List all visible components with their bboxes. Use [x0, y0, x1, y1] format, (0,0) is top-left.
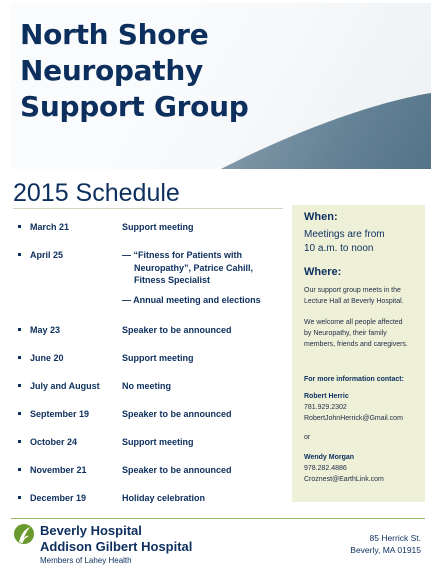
event-line: Speaker to be announced [122, 465, 232, 475]
welcome-line-2: by Neuropathy, their family [304, 330, 387, 337]
where-heading: Where: [304, 266, 342, 278]
event-description [122, 492, 292, 505]
welcome-line-3: members, friends and caregivers. [304, 341, 408, 348]
title-line-2: Neuropathy [20, 54, 203, 87]
bullet-icon [18, 468, 21, 471]
address-street: 85 Herrick St. [369, 533, 421, 543]
schedule-divider [13, 208, 283, 209]
event-line: Support meeting [122, 353, 194, 363]
where-line-1: Our support group meets in the [304, 287, 401, 294]
event-date: April 25 [30, 250, 64, 260]
contact-1-name: Robert Herric [304, 393, 349, 400]
contact-1-email: RobertJohnHerrick@Gmail.com [304, 415, 403, 422]
where-line-2: Lecture Hall at Beverly Hospital. [304, 298, 404, 305]
event-line: Speaker to be announced [122, 325, 232, 335]
event-line: Support meeting [122, 222, 194, 232]
contact-2-phone: 978.282.4886 [304, 465, 347, 472]
event-line: Fitness Specialist [134, 275, 211, 285]
contact-2-email: Croznest@EarthLink.com [304, 476, 384, 483]
event-date: May 23 [30, 325, 61, 335]
contact-heading: For more information contact: [304, 376, 404, 383]
event-description [122, 464, 292, 477]
bullet-icon [18, 440, 21, 443]
bullet-icon [18, 328, 21, 331]
event-date: July and August [30, 381, 100, 391]
bullet-icon [18, 412, 21, 415]
event-date: June 20 [30, 353, 64, 363]
bullet-icon [18, 225, 21, 228]
contact-2-name: Wendy Morgan [304, 454, 355, 461]
bullet-icon [18, 496, 21, 499]
info-sidebar [292, 205, 425, 502]
contact-1-phone: 781.929.2302 [304, 404, 347, 411]
welcome-line-1: We welcome all people affected [304, 319, 403, 326]
event-line: — Annual meeting and elections [122, 294, 261, 305]
event-date: November 21 [30, 465, 87, 475]
when-line-2: 10 a.m. to noon [304, 243, 374, 254]
address-city: Beverly, MA 01915 [350, 545, 421, 555]
event-line: Support meeting [122, 437, 194, 447]
hospital-leaf-logo-icon [13, 522, 35, 550]
event-date: March 21 [30, 222, 70, 232]
page-title [20, 17, 248, 125]
event-line: Speaker to be announced [122, 409, 232, 419]
event-date: December 19 [30, 493, 87, 503]
event-description [122, 221, 292, 234]
member-line: Members of Lahey Health [40, 556, 132, 565]
event-line: Holiday celebration [122, 493, 206, 503]
footer-divider [11, 518, 425, 519]
event-date: September 19 [30, 409, 90, 419]
hospital-name-1: Beverly Hospital [40, 523, 142, 538]
header-banner [11, 3, 431, 169]
hospital-name-2: Addison Gilbert Hospital [40, 539, 193, 554]
event-description [122, 352, 292, 365]
bullet-icon [18, 356, 21, 359]
event-line: — “Fitness for Patients with [122, 250, 243, 260]
event-description [122, 249, 292, 306]
title-line-3: Support Group [20, 90, 249, 123]
event-date: October 24 [30, 437, 78, 447]
event-description [122, 436, 292, 449]
schedule-heading: 2015 Schedule [13, 179, 180, 207]
bullet-icon [18, 253, 21, 256]
event-line: Neuropathy”, Patrice Cahill, [134, 262, 254, 273]
event-description [122, 408, 292, 421]
when-line-1: Meetings are from [304, 229, 385, 240]
event-line: No meeting [122, 381, 172, 391]
when-heading: When: [304, 211, 338, 223]
event-description [122, 380, 292, 393]
or-text: or [304, 434, 311, 441]
title-line-1: North Shore [20, 18, 209, 51]
event-description [122, 324, 292, 337]
bullet-icon [18, 384, 21, 387]
